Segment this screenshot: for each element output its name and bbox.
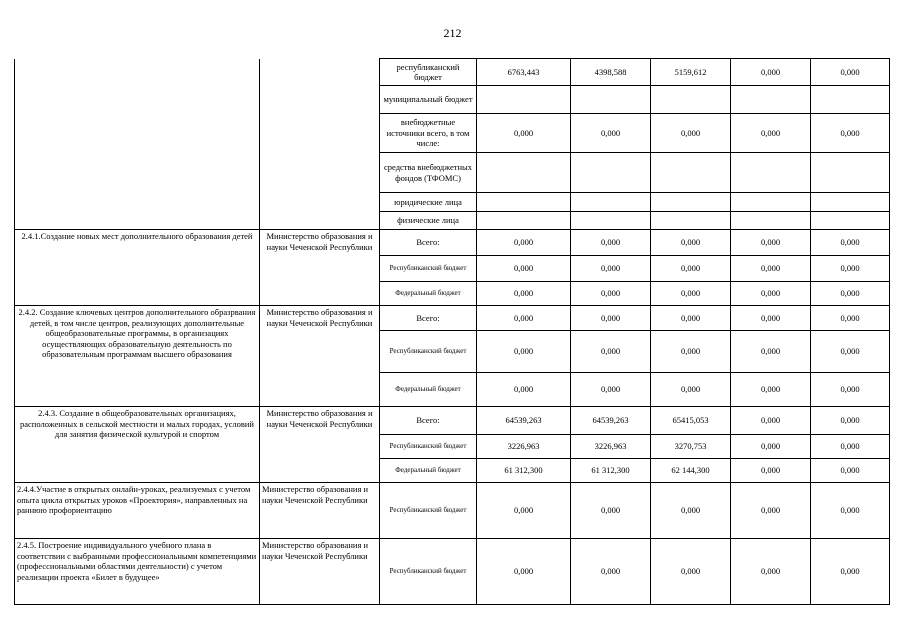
value-cell: 0,000 [811, 539, 890, 605]
value-cell [477, 153, 571, 193]
value-cell [651, 153, 731, 193]
measure-name: 2.4.4.Участие в открытых онлайн-уроках, реализуемых с учетом опыта цикла открытых уроков «Проектория», направленных на раннюю профориентацию [15, 483, 260, 539]
value-cell: 3270,753 [651, 435, 731, 459]
value-cell: 0,000 [811, 282, 890, 306]
value-cell [811, 153, 890, 193]
value-cell: 0,000 [731, 459, 811, 483]
value-cell: 5159,612 [651, 59, 731, 86]
funding-source: Республиканский бюджет [380, 256, 477, 282]
measure-name-cell-empty [15, 59, 260, 230]
value-cell: 0,000 [651, 483, 731, 539]
value-cell: 0,000 [811, 373, 890, 407]
funding-source: Всего: [380, 230, 477, 256]
value-cell: 0,000 [651, 306, 731, 331]
value-cell: 0,000 [811, 331, 890, 373]
value-cell: 0,000 [571, 114, 651, 153]
value-cell [651, 212, 731, 230]
value-cell: 0,000 [731, 59, 811, 86]
value-cell: 64539,263 [477, 407, 571, 435]
value-cell: 0,000 [811, 459, 890, 483]
table-row [15, 59, 890, 86]
value-cell: 65415,053 [651, 407, 731, 435]
executor: Министерство образования и науки Чеченской Республики [260, 407, 380, 483]
value-cell: 0,000 [811, 59, 890, 86]
budget-table [14, 58, 890, 605]
value-cell: 0,000 [811, 114, 890, 153]
value-cell: 0,000 [477, 539, 571, 605]
funding-source: Республиканский бюджет [380, 435, 477, 459]
value-cell: 0,000 [731, 539, 811, 605]
value-cell: 0,000 [731, 230, 811, 256]
value-cell: 0,000 [731, 331, 811, 373]
value-cell: 0,000 [811, 306, 890, 331]
value-cell [571, 193, 651, 212]
value-cell [811, 212, 890, 230]
value-cell: 0,000 [651, 539, 731, 605]
value-cell [651, 193, 731, 212]
value-cell [477, 212, 571, 230]
value-cell: 0,000 [571, 230, 651, 256]
value-cell: 3226,963 [477, 435, 571, 459]
table-row [15, 230, 890, 256]
value-cell: 0,000 [571, 483, 651, 539]
value-cell: 0,000 [811, 407, 890, 435]
value-cell: 0,000 [731, 306, 811, 331]
value-cell: 0,000 [477, 373, 571, 407]
table-row [15, 407, 890, 435]
table-row [15, 306, 890, 331]
page-number: 212 [443, 26, 462, 40]
funding-source: внебюджетные источники всего, в том числе: [380, 114, 477, 153]
value-cell: 64539,263 [571, 407, 651, 435]
value-cell: 4398,588 [571, 59, 651, 86]
value-cell: 0,000 [651, 331, 731, 373]
measure-name: 2.4.1.Создание новых мест дополнительного образования детей [15, 230, 260, 306]
funding-source: Федеральный бюджет [380, 282, 477, 306]
funding-source: республиканский бюджет [380, 59, 477, 86]
value-cell: 61 312,300 [477, 459, 571, 483]
value-cell: 3226,963 [571, 435, 651, 459]
value-cell: 0,000 [811, 256, 890, 282]
value-cell: 0,000 [477, 331, 571, 373]
value-cell: 0,000 [571, 539, 651, 605]
funding-source: средства внебюджетных фондов (ТФОМС) [380, 153, 477, 193]
funding-source: физические лица [380, 212, 477, 230]
measure-name: 2.4.5. Построение индивидуального учебного плана в соответствии с выбранными профессиональными компетенциями (профессиональными областями деятельности) с учетом реализации проекта «Билет в будущее» [15, 539, 260, 605]
value-cell [731, 86, 811, 114]
value-cell: 0,000 [731, 373, 811, 407]
value-cell: 0,000 [651, 256, 731, 282]
value-cell: 0,000 [571, 331, 651, 373]
value-cell: 0,000 [571, 306, 651, 331]
value-cell [731, 153, 811, 193]
measure-name: 2.4.2. Создание ключевых центров дополнительного образрвания детей, в том числе центров, реализующих дополнительные общеобразовательные программы, в организациях осуществляющих образовательную деятельность по образовательным программам высшего образования [15, 306, 260, 407]
value-cell: 0,000 [477, 282, 571, 306]
value-cell [731, 212, 811, 230]
funding-source: Всего: [380, 407, 477, 435]
table-row [15, 483, 890, 539]
funding-source: Республиканский бюджет [380, 539, 477, 605]
value-cell: 0,000 [731, 282, 811, 306]
executor: Министерство образования и науки Чеченской Республики [260, 306, 380, 407]
value-cell: 0,000 [731, 435, 811, 459]
measure-name: 2.4.3. Создание в общеобразовательных организациях, расположенных в сельской местности и малых городах, условий для занятия физической культурой и спортом [15, 407, 260, 483]
executor: Министерство образования и науки Чеченской Республики [260, 539, 380, 605]
value-cell: 0,000 [477, 483, 571, 539]
value-cell: 0,000 [811, 483, 890, 539]
value-cell: 0,000 [477, 230, 571, 256]
value-cell: 0,000 [811, 230, 890, 256]
value-cell: 0,000 [731, 407, 811, 435]
value-cell: 0,000 [651, 282, 731, 306]
funding-source: Всего: [380, 306, 477, 331]
value-cell: 0,000 [571, 256, 651, 282]
value-cell: 0,000 [477, 114, 571, 153]
value-cell: 0,000 [571, 282, 651, 306]
executor: Министерство образования и науки Чеченской Республики [260, 483, 380, 539]
value-cell [571, 153, 651, 193]
value-cell: 0,000 [477, 306, 571, 331]
value-cell [811, 193, 890, 212]
value-cell [731, 193, 811, 212]
value-cell [477, 193, 571, 212]
funding-source: Республиканский бюджет [380, 331, 477, 373]
value-cell [477, 86, 571, 114]
funding-source: Федеральный бюджет [380, 373, 477, 407]
value-cell: 0,000 [651, 373, 731, 407]
value-cell [651, 86, 731, 114]
executor-cell-empty [260, 59, 380, 230]
value-cell: 0,000 [811, 435, 890, 459]
value-cell: 62 144,300 [651, 459, 731, 483]
value-cell [571, 86, 651, 114]
value-cell: 0,000 [651, 114, 731, 153]
value-cell [571, 212, 651, 230]
funding-source: Республиканский бюджет [380, 483, 477, 539]
value-cell [811, 86, 890, 114]
value-cell: 0,000 [477, 256, 571, 282]
table-row [15, 539, 890, 605]
executor: Министерство образования и науки Чеченской Республики [260, 230, 380, 306]
value-cell: 0,000 [571, 373, 651, 407]
value-cell: 0,000 [731, 256, 811, 282]
funding-source: муниципальный бюджет [380, 86, 477, 114]
value-cell: 0,000 [731, 483, 811, 539]
funding-source: юридические лица [380, 193, 477, 212]
value-cell: 6763,443 [477, 59, 571, 86]
value-cell: 61 312,300 [571, 459, 651, 483]
value-cell: 0,000 [651, 230, 731, 256]
value-cell: 0,000 [731, 114, 811, 153]
funding-source: Федеральный бюджет [380, 459, 477, 483]
